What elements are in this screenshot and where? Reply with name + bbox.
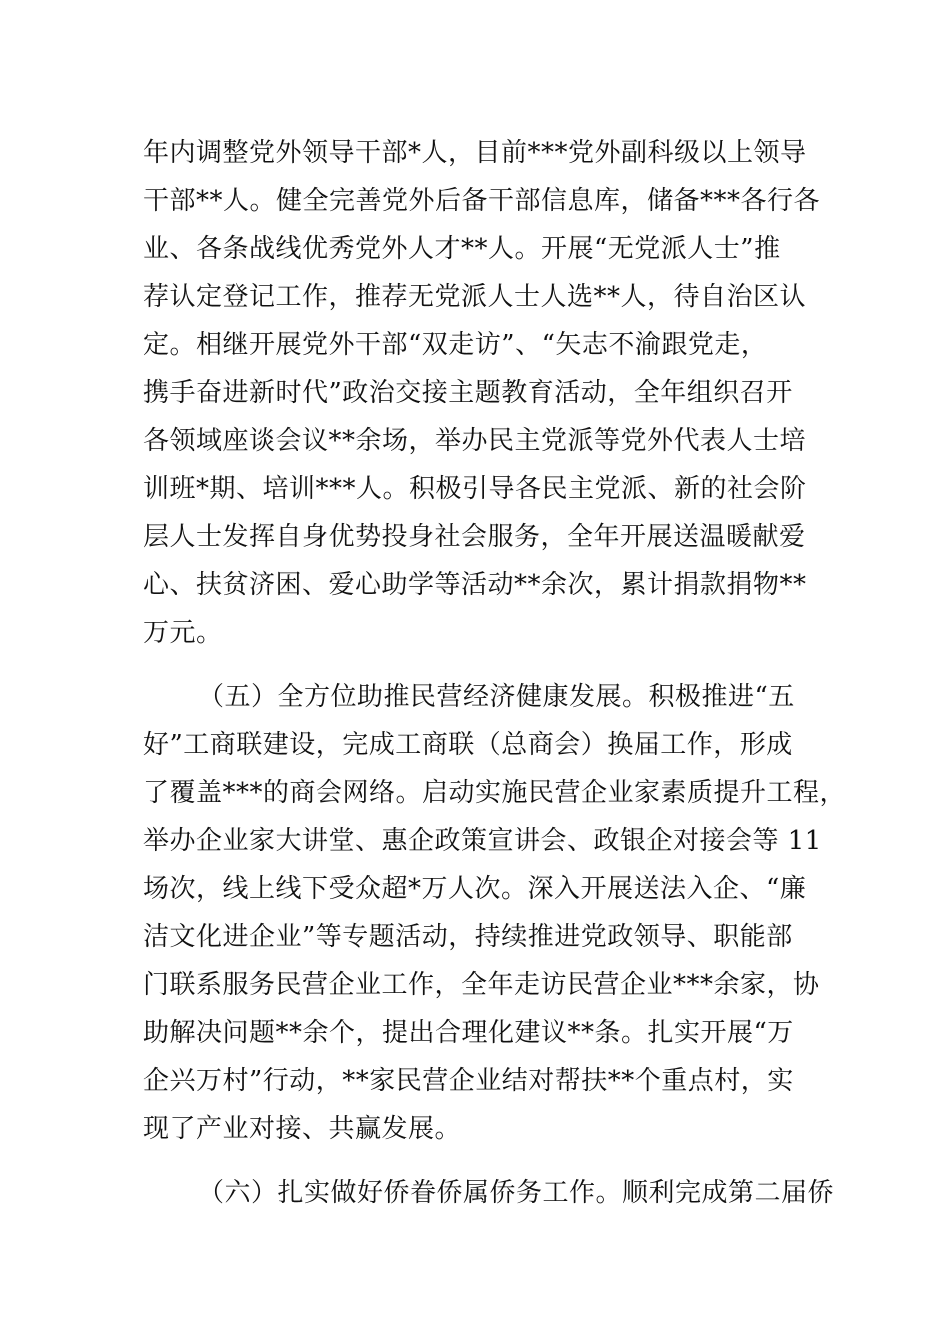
text-line-21: 现了产业对接、共赢发展。 (143, 1114, 462, 1144)
text-line-9: 层人士发挥自身优势投身社会服务，全年开展送温暖献爱 (143, 522, 806, 552)
text-line-19: 助解决问题**余个，提出合理化建议**条。扎实开展“万 (143, 1018, 794, 1048)
text-line-6: 携手奋进新时代”政治交接主题教育活动，全年组织召开 (143, 378, 793, 408)
text-line-16: 场次，线上线下受众超*万人次。深入开展送法入企、“廉 (143, 874, 807, 904)
text-line-20: 企兴万村”行动，**家民营企业结对帮扶**个重点村，实 (143, 1066, 794, 1096)
text-line-18: 门联系服务民营企业工作，全年走访民营企业***余家，协 (143, 970, 820, 1000)
text-line-1: 年内调整党外领导干部*人，目前***党外副科级以上领导 (143, 138, 807, 168)
text-line-8: 训班*期、培训***人。积极引导各民主党派、新的社会阶 (143, 474, 807, 504)
section-six-heading-line: （六）扎实做好侨眷侨属侨务工作。顺利完成第二届侨 (198, 1178, 835, 1208)
text-line-14: 了覆盖***的商会网络。启动实施民营企业家素质提升工程， (143, 778, 847, 808)
text-line-10: 心、扶贫济困、爱心助学等活动**余次，累计捐款捐物** (143, 570, 807, 600)
text-line-2: 干部**人。健全完善党外后备干部信息库，储备***各行各 (143, 186, 821, 216)
text-line-17: 洁文化进企业”等专题活动，持续推进党政领导、职能部 (143, 922, 793, 952)
text-line-11: 万元。 (143, 618, 223, 648)
text-line-4: 荐认定登记工作，推荐无党派人士人选**人，待自治区认 (143, 282, 807, 312)
text-line-5: 定。相继开展党外干部“双走访”、“矢志不渝跟党走， (143, 330, 768, 360)
text-line-15: 举办企业家大讲堂、惠企政策宣讲会、政银企对接会等 11 (143, 826, 822, 856)
text-line-7: 各领域座谈会议**余场，举办民主党派等党外代表人士培 (143, 426, 807, 456)
text-line-3: 业、各条战线优秀党外人才**人。开展“无党派人士”推 (143, 234, 781, 264)
text-line-13: 好”工商联建设，完成工商联（总商会）换届工作，形成 (143, 730, 793, 760)
section-five-heading-line: （五）全方位助推民营经济健康发展。积极推进“五 (198, 682, 795, 712)
